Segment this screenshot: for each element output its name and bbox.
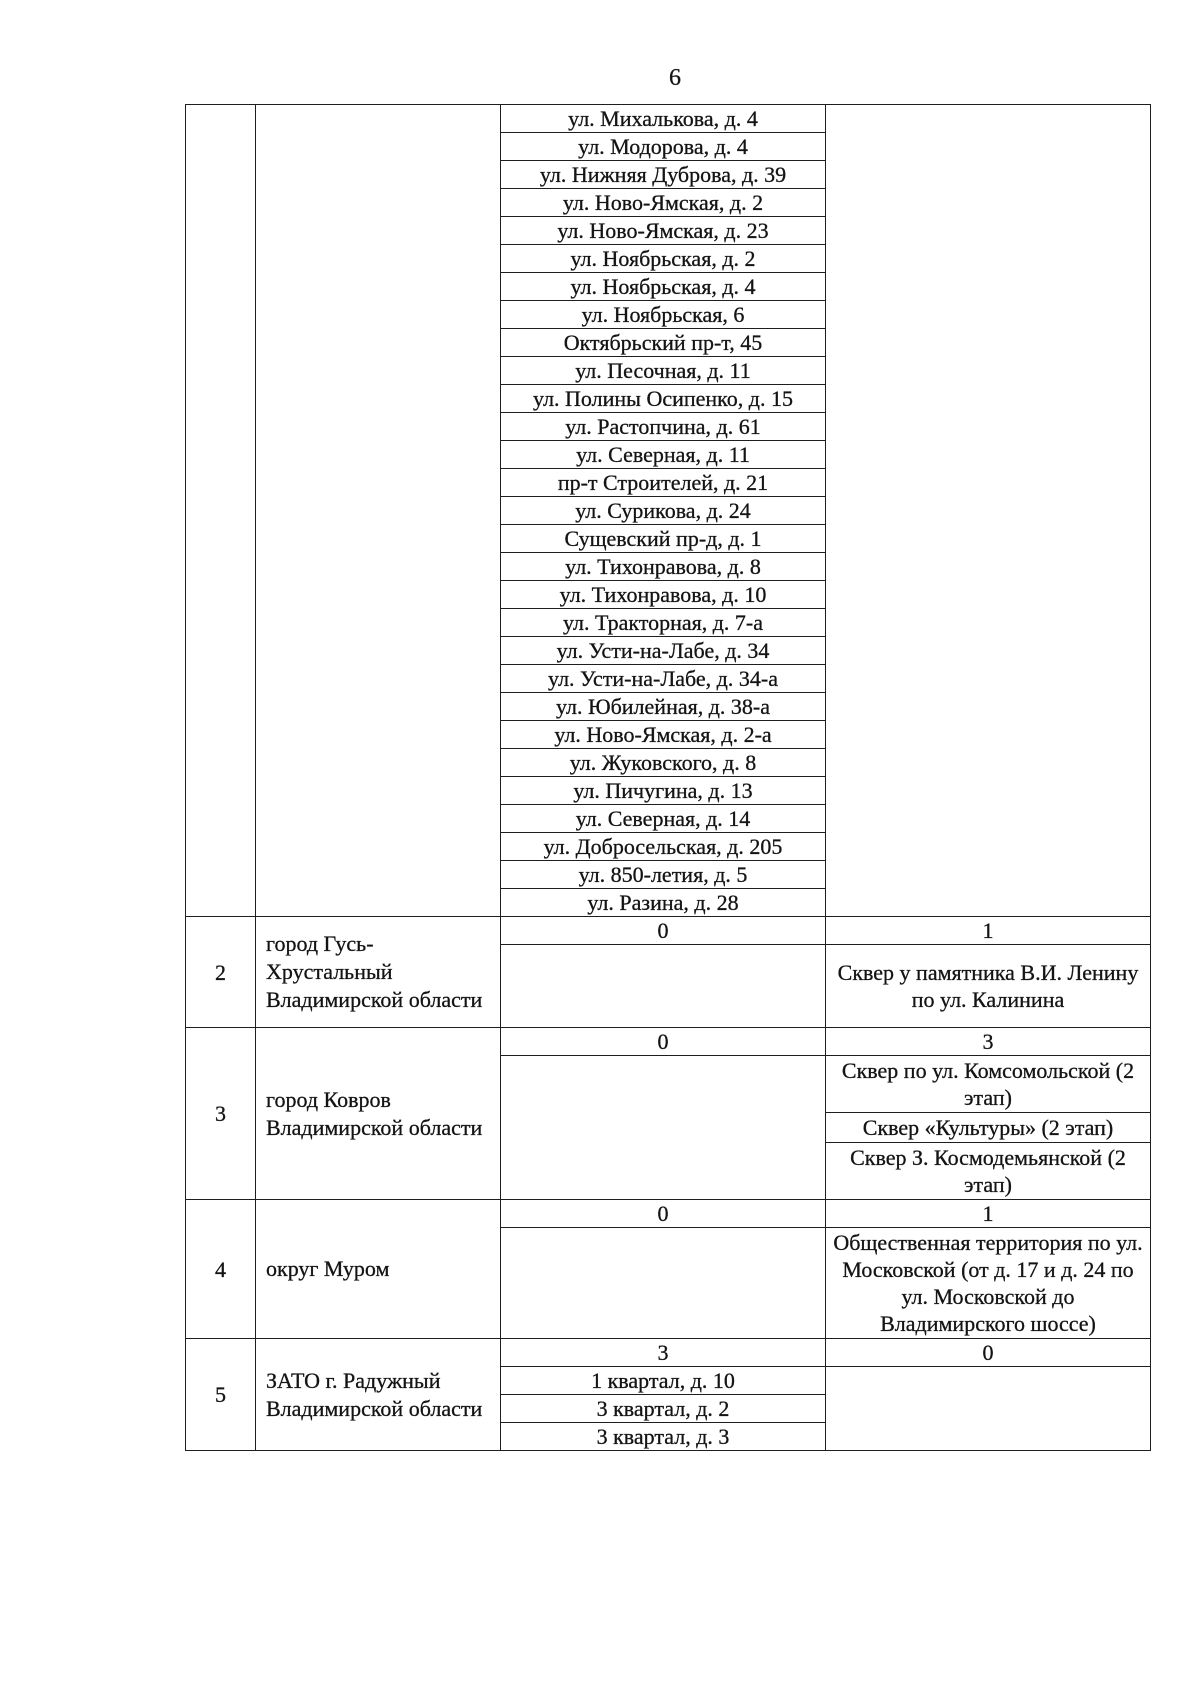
public-area-cell: Сквер З. Космодемьянской (2 этап) <box>826 1143 1151 1200</box>
municipality-cell: город Гусь-Хрустальный Владимирской области <box>256 917 501 1028</box>
yard-address-cell: ул. Северная, д. 14 <box>501 805 826 833</box>
yard-address-cell: ул. 850-летия, д. 5 <box>501 861 826 889</box>
page-number: 6 <box>669 65 681 91</box>
yard-address-cell: ул. Сурикова, д. 24 <box>501 497 826 525</box>
yard-address-cell: ул. Песочная, д. 11 <box>501 357 826 385</box>
yards-count-cell: 0 <box>501 1200 826 1228</box>
yard-address-cell: ул. Модорова, д. 4 <box>501 133 826 161</box>
yard-address-cell: ул. Разина, д. 28 <box>501 889 826 917</box>
yard-address-cell: ул. Ноябрьская, 6 <box>501 301 826 329</box>
row-number-cell: 4 <box>186 1200 256 1339</box>
yard-address-cell: ул. Усти-на-Лабе, д. 34-а <box>501 665 826 693</box>
table-row <box>186 917 1151 945</box>
table-row <box>186 1339 1151 1367</box>
yard-address-cell: пр-т Строителей, д. 21 <box>501 469 826 497</box>
municipality-cell: город Ковров Владимирской области <box>256 1028 501 1200</box>
yard-address-cell: ул. Тихонравова, д. 10 <box>501 581 826 609</box>
yard-address-cell: ул. Нижняя Дуброва, д. 39 <box>501 161 826 189</box>
table-row <box>186 1200 1151 1228</box>
yard-address-cell: Сущевский пр-д, д. 1 <box>501 525 826 553</box>
public-area-cell <box>826 105 1151 917</box>
yards-count-cell: 0 <box>501 1028 826 1056</box>
public-area-cell <box>826 1367 1151 1451</box>
public-count-cell: 3 <box>826 1028 1151 1056</box>
yard-address-cell <box>501 1056 826 1200</box>
yard-address-cell <box>501 945 826 1028</box>
public-count-cell: 1 <box>826 1200 1151 1228</box>
table-row <box>186 105 1151 133</box>
yard-address-cell: Октябрьский пр-т, 45 <box>501 329 826 357</box>
yard-address-cell: ул. Жуковского, д. 8 <box>501 749 826 777</box>
yard-address-cell: ул. Михалькова, д. 4 <box>501 105 826 133</box>
municipality-cell: ЗАТО г. Радужный Владимирской области <box>256 1339 501 1451</box>
public-area-cell: Сквер «Культуры» (2 этап) <box>826 1113 1151 1143</box>
yard-address-cell: ул. Тракторная, д. 7-а <box>501 609 826 637</box>
yard-address-cell: ул. Тихонравова, д. 8 <box>501 553 826 581</box>
yard-address-cell: ул. Полины Осипенко, д. 15 <box>501 385 826 413</box>
yard-address-cell: ул. Ноябрьская, д. 4 <box>501 273 826 301</box>
public-area-cell: Сквер по ул. Комсомольской (2 этап) <box>826 1056 1151 1113</box>
row-number-cell: 5 <box>186 1339 256 1451</box>
yard-address-cell: ул. Ново-Ямская, д. 23 <box>501 217 826 245</box>
yard-address-cell: ул. Ново-Ямская, д. 2-а <box>501 721 826 749</box>
yard-address-cell: ул. Ново-Ямская, д. 2 <box>501 189 826 217</box>
row-number-cell: 2 <box>186 917 256 1028</box>
yard-address-cell: ул. Усти-на-Лабе, д. 34 <box>501 637 826 665</box>
yards-count-cell: 0 <box>501 917 826 945</box>
public-count-cell: 1 <box>826 917 1151 945</box>
yard-address-cell: ул. Северная, д. 11 <box>501 441 826 469</box>
yard-address-cell <box>501 1228 826 1339</box>
yard-address-cell: ул. Добросельская, д. 205 <box>501 833 826 861</box>
public-count-cell: 0 <box>826 1339 1151 1367</box>
yard-address-cell: ул. Ноябрьская, д. 2 <box>501 245 826 273</box>
municipality-cell <box>256 105 501 917</box>
municipality-cell: округ Муром <box>256 1200 501 1339</box>
improvement-table <box>185 104 1151 1451</box>
row-number-cell <box>186 105 256 917</box>
yard-address-cell: 3 квартал, д. 2 <box>501 1395 826 1423</box>
table-row <box>186 1028 1151 1056</box>
yard-address-cell: 1 квартал, д. 10 <box>501 1367 826 1395</box>
yard-address-cell: ул. Юбилейная, д. 38-а <box>501 693 826 721</box>
public-area-cell: Сквер у памятника В.И. Ленину по ул. Калинина <box>826 945 1151 1028</box>
yard-address-cell: 3 квартал, д. 3 <box>501 1423 826 1451</box>
yard-address-cell: ул. Пичугина, д. 13 <box>501 777 826 805</box>
yards-count-cell: 3 <box>501 1339 826 1367</box>
row-number-cell: 3 <box>186 1028 256 1200</box>
public-area-cell: Общественная территория по ул. Московской (от д. 17 и д. 24 по ул. Московской до Владимирского шоссе) <box>826 1228 1151 1339</box>
yard-address-cell: ул. Растопчина, д. 61 <box>501 413 826 441</box>
